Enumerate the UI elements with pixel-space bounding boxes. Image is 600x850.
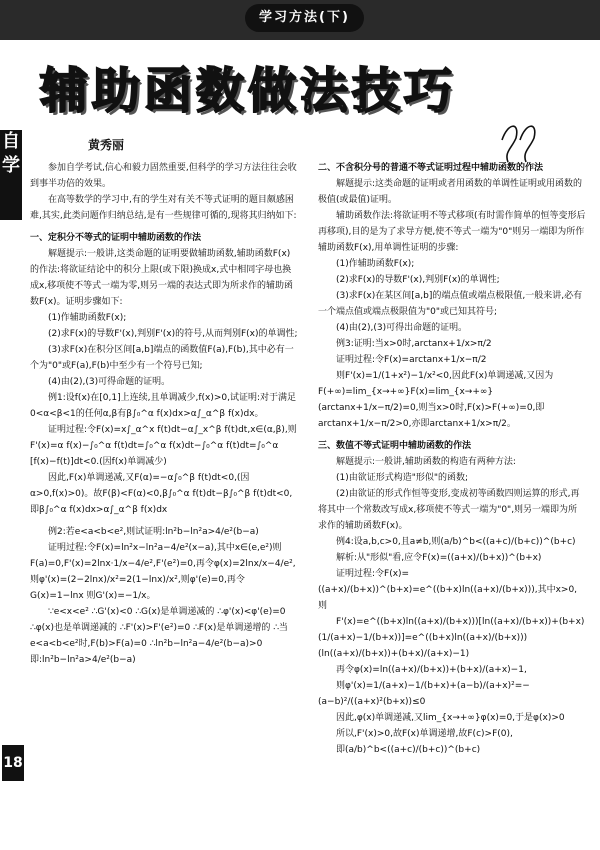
side-label: 自学 — [2, 131, 20, 176]
page-number: 18 — [2, 745, 24, 781]
section-heading: 一、定积分不等式的证明中辅助函数的作法 — [30, 233, 202, 243]
example: 例1:设f(x)在[0,1]上连续,且单调减少,f(x)>0,试证明:对于满足0<α<β<1的任何α,β有β∫₀^α f(x)dx>α∫_α^β f(x)dx。 — [30, 393, 297, 419]
list-item: (3)求F(x)在积分区间[a,b]端点的函数值F(a),F(b),其中必有一个为"0"或F(a),F(b)中至少有一个符号已知; — [30, 345, 294, 371]
article-title: 辅助函数做法技巧 — [40, 63, 457, 119]
section-heading: 二、不含积分号的普通不等式证明过程中辅助函数的作法 — [318, 163, 544, 173]
list-item: (4)由(2),(3)可得出命题的证明。 — [336, 323, 468, 333]
example: 例4:设a,b,c>0,且a≠b,则(a/b)^b<((a+c)/(b+c))^(b+c) — [336, 537, 576, 547]
proof: 解析:从"形似"看,应令F(x)=((a+x)/(b+x))^(b+x) — [336, 553, 542, 563]
proof: 证明过程:令F(x)=arctanx+1/x−π/2 — [336, 355, 487, 365]
proof: ∵e<x<e² ∴G'(x)<0 ∴G(x)是单调递减的 ∴φ'(x)<φ'(e)=0 ∴φ(x)也是单调递减的 ∴F'(x)>F'(e²)=0 ∴F(x)是单调递增的 ∴当e<a<b<e²时,F(b)>F(a)=0 ∴ln²b−ln²a−4/e²(b−a)>0 即:ln²b−ln²a>4/e²(b−a) — [30, 607, 288, 665]
proof: 因此,F(x)单调递减,又F(α)=−α∫₀^β f(t)dt<0,(因α>0,f(x)>0)。故F(β)<F(α)<0,β∫₀^α f(t)dt−β∫₀^β f(t)dt<0,即β∫₀^α f(x)dx>α∫_α^β f(x)dx — [30, 473, 293, 515]
magazine-header-bar — [0, 0, 600, 40]
proof: 证明过程:令F(x)=ln²x−ln²a−4/e²(x−a),其中x∈(e,e²)则F(a)=0,F'(x)=2lnx·1/x−4/e²,F'(e²)=0,再令φ(x)=2lnx/x−4/e²,则φ'(x)=(2−2lnx)/x²=2(1−lnx)/x²,则φ'(e)=0,再令G(x)=1−lnx 则G'(x)=−1/x。 — [30, 543, 296, 601]
proof: 因此,φ(x)单调递减,又lim_{x→+∞}φ(x)=0,于是φ(x)>0 — [336, 713, 565, 723]
list-item: (2)求F(x)的导数F'(x),判别F'(x)的符号,从而判别F(x)的单调性; — [48, 329, 298, 339]
list-item: (2)求F(x)的导数F'(x),判别F(x)的单调性; — [336, 275, 500, 285]
author-name: 黄秀丽 — [88, 138, 125, 152]
column-label: 学习方法(下) — [245, 4, 364, 32]
list-item: (4)由(2),(3)可得命题的证明。 — [48, 377, 171, 387]
list-item: (1)由欲证形式构造"形似"的函数; — [336, 473, 469, 483]
paragraph: 解题提示:一般讲,这类命题的证明要做辅助函数,辅助函数F(x)的作法:将欲证结论中的积分上限(或下限)换成x,式中相同字母也换成x,移项使不等式一端为零,则另一端的表达式即为所求作的辅助函数F(x)。证明步骤如下: — [30, 249, 294, 307]
proof: 所以,F'(x)>0,故F(x)单调递增,故F(c)>F(0), — [336, 729, 513, 739]
section-heading: 三、数值不等式证明中辅助函数的作法 — [318, 441, 472, 451]
proof: 则φ'(x)=1/(a+x)−1/(b+x)+(a−b)/(a+x)²=−(a−b)²/((a+x)²(b+x))≤0 — [318, 681, 530, 707]
proof: F'(x)=e^((b+x)ln((a+x)/(b+x)))[ln((a+x)/(b+x))+(b+x)(1/(a+x)−1/(b+x))]=e^((b+x)ln((a+x)/(b+x)))(ln((a+x)/(b+x))+(b+x)/(a+x)−1) — [318, 617, 585, 659]
list-item: (1)作辅助函数F(x); — [48, 313, 127, 323]
conclusion: 即(a/b)^b<((a+c)/(b+c))^(b+c) — [336, 745, 481, 755]
paragraph: 解题提示:这类命题的证明或者用函数的单调性证明或用函数的极值(或最值)证明。 — [318, 179, 583, 205]
side-tab — [0, 130, 22, 220]
proof: 则F'(x)=1/(1+x²)−1/x²<0,因此F(x)单调递减,又因为F(+∞)=lim_{x→+∞}F(x)=lim_{x→+∞}(arctanx+1/x−π/2)=0,则当x>0时,F(x)>F(+∞)=0,即arctanx+1/x−π/2>0,亦即arctanx+1/x>π/2。 — [318, 371, 554, 429]
example: 例2:若e<a<b<e²,则试证明:ln²b−ln²a>4/e²(b−a) — [48, 527, 259, 537]
paragraph: 辅助函数作法:将欲证明不等式移项(有时需作简单的恒等变形后再移项),目的是为了求导方便,使不等式一端为"0"则另一端即为所作辅助函数F(x),用单调性证明的步骤: — [318, 211, 586, 253]
paragraph: 参加自学考试,信心和毅力固然重要,但科学的学习方法往往会收到事半功倍的效果。 — [30, 163, 297, 189]
proof: 再令φ(x)=ln((a+x)/(b+x))+(b+x)/(a+x)−1, — [336, 665, 527, 675]
list-item: (2)由欲证的形式作恒等变形,变成初等函数四则运算的形式,再将其中一个常数改写成x,移项使不等式一端为"0",则另一端即为所求作的辅助函数F(x)。 — [318, 489, 580, 531]
left-column — [30, 160, 298, 668]
example: 例3:证明:当x>0时,arctanx+1/x>π/2 — [336, 339, 492, 349]
list-item: (1)作辅助函数F(x); — [336, 259, 415, 269]
right-column — [318, 160, 586, 758]
list-item: (3)求F(x)在某区间[a,b]的端点值或端点极限值,一般来讲,必有一个端点值或端点极限值为"0"或已知其符号; — [318, 291, 583, 317]
proof: 证明过程:令F(x)=((a+x)/(b+x))^(b+x)=e^((b+x)ln((a+x)/(b+x))),其中x>0,则 — [318, 569, 578, 611]
paragraph: 在高等数学的学习中,有的学生对有关不等式证明的题目颇感困难,其实,此类问题作归纳总结,是有一些规律可循的,现将其归纳如下: — [30, 195, 297, 221]
proof: 证明过程:令F(x)=x∫_α^x f(t)dt−α∫_x^β f(t)dt,x∈(α,β),则F'(x)=α f(x)−∫₀^α f(t)dt=∫₀^α f(x)dt−∫₀^α f(t)dt=∫₀^α [f(x)−f(t)]dt<0.(因f(x)单调减少) — [30, 425, 297, 467]
paragraph: 解题提示:一般讲,辅助函数的构造有两种方法: — [336, 457, 516, 467]
